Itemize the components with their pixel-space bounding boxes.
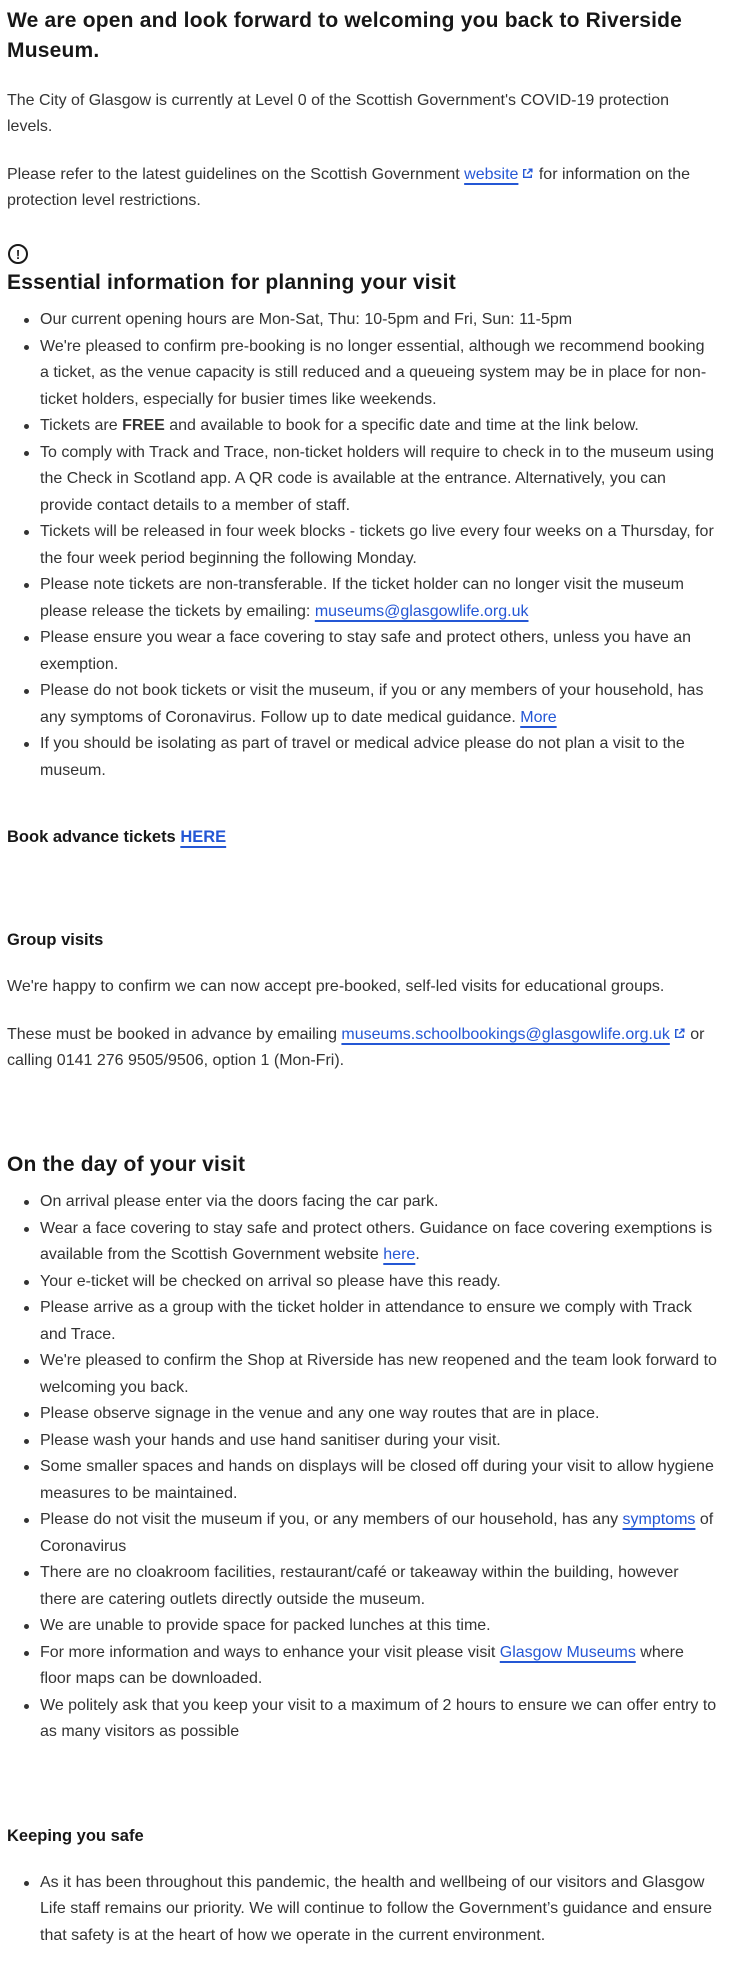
symptoms-link[interactable]: symptoms	[622, 1511, 696, 1528]
list-item	[23, 519, 717, 572]
text-segment: Our current opening hours are Mon-Sat, Thu: 10-5pm and Fri, Sun: 11-5pm	[40, 311, 573, 328]
link-label: website	[464, 166, 519, 183]
list-item	[23, 307, 717, 334]
external-link-icon	[521, 162, 534, 188]
text-segment: We are unable to provide space for packed lunches at this time.	[40, 1617, 491, 1634]
text-segment: We politely ask that you keep your visit to a maximum of 2 hours to ensure we can offer entry to as many visitors as possible	[40, 1696, 717, 1740]
essential-information-list	[7, 307, 717, 784]
book-tickets-label: Book advance tickets	[7, 828, 181, 846]
text-segment: We're pleased to confirm pre-booking is no longer essential, although we recommend booking a ticket, as the venue capacity is still reduced and a queueing system may be in place for non-ticket holders, especially for busier times like weekends.	[40, 337, 707, 408]
intro-paragraph-1	[7, 88, 717, 140]
text-segment: Please wash your hands and use hand sanitiser during your visit.	[40, 1431, 501, 1449]
group-paragraph-1	[7, 974, 717, 1000]
text-segment: On arrival please enter via the doors facing the car park.	[40, 1193, 439, 1210]
text-segment: Please observe signage in the venue and any one way routes that are in place.	[40, 1405, 600, 1422]
text-segment: and available to book for a specific date and time at the link below.	[164, 417, 639, 434]
page-title: We are open and look forward to welcoming you back to Riverside Museum.	[7, 9, 683, 62]
museums-email-link[interactable]: museums@glasgowlife.org.uk	[314, 602, 529, 620]
list-item	[23, 678, 717, 731]
keeping-you-safe-list	[7, 1870, 717, 1950]
text-segment: Tickets will be released in four week blocks - tickets go live every four weeks on a Thursday, for the four week period beginning the following Monday.	[40, 523, 714, 567]
text-segment: Your e-ticket will be checked on arrival so please have this ready.	[40, 1272, 501, 1290]
text-segment: To comply with Track and Trace, non-ticket holders will require to check in to the museum using the Check in Scotland app. A QR code is available at the entrance. Alternatively, you can provide contact details to a member of staff.	[40, 443, 715, 514]
external-link-icon	[673, 1022, 686, 1048]
text-segment: Tickets are	[40, 417, 123, 434]
text-segment: Wear a face covering to stay safe and protect others. Guidance on face covering exemptions is available from the Scottish Government website	[40, 1219, 713, 1263]
text-segment: We're pleased to confirm the Shop at Riverside has new reopened and the team look forward to welcoming you back.	[40, 1352, 717, 1396]
text-segment: Please do not book tickets or visit the museum, if you or any members of your household, has any symptoms of Coronavirus. Follow up to date medical guidance.	[40, 682, 704, 726]
text-segment: for information on the protection level restrictions.	[7, 166, 691, 209]
text-segment: of Coronavirus	[40, 1511, 714, 1555]
alert-circle-icon: !	[8, 244, 28, 264]
text-segment: These must be booked in advance by emailing	[7, 1026, 342, 1043]
text-segment: Please arrive as a group with the ticket holder in attendance to ensure we comply with Track and Trace.	[40, 1299, 692, 1343]
list-item	[23, 1348, 717, 1401]
text-segment: where floor maps can be downloaded.	[40, 1643, 684, 1687]
emphasis-free: FREE	[122, 417, 165, 434]
list-item	[23, 1401, 717, 1428]
text-segment: For more information and ways to enhance your visit please visit	[40, 1643, 500, 1661]
list-item	[23, 572, 717, 625]
text-segment: The City of Glasgow is currently at Level 0 of the Scottish Government's COVID-19 protection levels.	[7, 92, 670, 135]
list-item	[23, 1507, 717, 1560]
text-segment: .	[415, 1246, 420, 1263]
list-item	[23, 334, 717, 414]
section-heading-keeping-you-safe: Keeping you safe	[7, 1826, 144, 1845]
list-item	[23, 1216, 717, 1269]
text-segment: As it has been throughout this pandemic, the health and wellbeing of our visitors and Glasgow Life staff remains our priority. We will continue to follow the Government’s guidance and ensure that safety is at the heart of how we operate in the current environment.	[40, 1873, 713, 1944]
medical-guidance-more-link[interactable]: More	[520, 708, 557, 726]
list-item	[23, 1454, 717, 1507]
text-segment: Please do not visit the museum if you, or any members of our household, has any	[40, 1511, 623, 1528]
list-item	[23, 1428, 717, 1455]
school-bookings-email-link[interactable]	[341, 1026, 685, 1043]
list-item	[23, 440, 717, 520]
text-segment: We're happy to confirm we can now accept pre-booked, self-led visits for educational groups.	[7, 978, 665, 995]
list-item	[23, 1295, 717, 1348]
face-covering-exemptions-here-link[interactable]: here	[383, 1246, 416, 1263]
list-item	[23, 1613, 717, 1640]
link-label: museums.schoolbookings@glasgowlife.org.uk	[341, 1026, 670, 1043]
intro-paragraph-2	[7, 162, 717, 214]
list-item	[23, 1560, 717, 1613]
book-tickets-line	[7, 824, 717, 850]
text-segment: There are no cloakroom facilities, restaurant/café or takeaway within the building, however there are catering outlets directly outside the museum.	[40, 1564, 679, 1608]
section-heading-group-visits: Group visits	[7, 931, 104, 949]
text-segment: Some smaller spaces and hands on displays will be closed off during your visit to allow hygiene measures to be maintained.	[40, 1458, 714, 1502]
text-segment: Please ensure you wear a face covering to stay safe and protect others, unless you have an exemption.	[40, 629, 692, 673]
list-item	[23, 731, 717, 784]
list-item	[23, 1189, 717, 1216]
list-item	[23, 413, 717, 440]
section-heading-essential-information: Essential information for planning your visit	[7, 271, 456, 294]
on-the-day-list	[7, 1189, 717, 1746]
list-item	[23, 1269, 717, 1296]
section-heading-on-the-day: On the day of your visit	[7, 1153, 246, 1176]
scottish-government-website-link[interactable]	[464, 166, 534, 183]
list-item	[23, 1693, 717, 1746]
group-paragraph-2	[7, 1022, 717, 1074]
list-item	[23, 1870, 717, 1950]
text-segment: Please refer to the latest guidelines on the Scottish Government	[7, 166, 465, 183]
text-segment: Please note tickets are non-transferable. If the ticket holder can no longer visit the museum please release the tickets by emailing:	[40, 576, 684, 620]
text-segment: or calling 0141 276 9505/9506, option 1 (Mon-Fri).	[7, 1026, 705, 1069]
glasgow-museums-link[interactable]: Glasgow Museums	[499, 1643, 636, 1661]
text-segment: If you should be isolating as part of travel or medical advice please do not plan a visit to the museum.	[40, 735, 685, 779]
book-tickets-here-link[interactable]: HERE	[180, 828, 227, 846]
list-item	[23, 625, 717, 678]
list-item	[23, 1640, 717, 1693]
